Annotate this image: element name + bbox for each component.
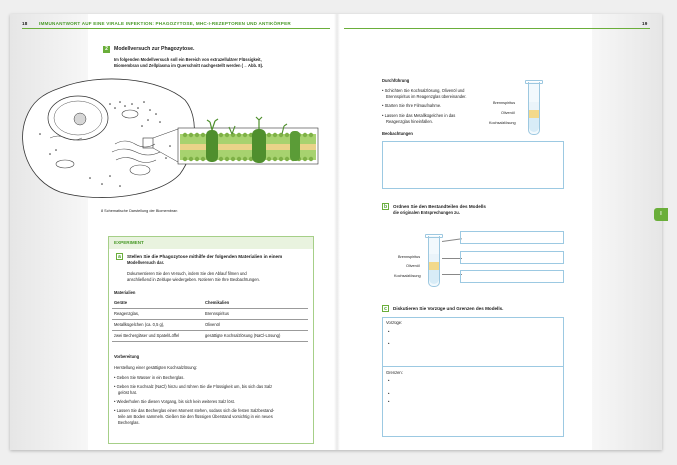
cell-membrane-illustration [20, 74, 320, 204]
left-running-header [22, 21, 291, 26]
tube-label-salt: Kochsalzlösung [489, 121, 516, 125]
tube-label-oil: Olivenöl [406, 264, 420, 268]
task-c-title: Diskutieren Sie Vorzüge und Grenzen des Modells. [393, 306, 504, 311]
observations-heading: Beobachtungen [382, 131, 413, 136]
tube-label-oil: Olivenöl [501, 111, 515, 115]
connector-line [442, 238, 462, 241]
tube-oil-layer [429, 262, 439, 270]
list-item: • Starten Sie Ihre Filmaufnahme. [382, 103, 442, 108]
table-cell: Olivenöl [205, 322, 220, 327]
table-cell: Reagenzglas, [114, 311, 140, 316]
test-tube-illustration [528, 82, 540, 135]
book-gutter [334, 14, 340, 450]
answer-field-salt[interactable] [460, 270, 564, 283]
task-letter-badge: b [383, 204, 388, 210]
prep-step-2: Geben Sie Kochsalz (NaCl) hinzu und rühren Sie die Flüssigkeit um, bis sich das Salz [116, 384, 273, 389]
list-item: • Geben Sie Kochsalz (NaCl) hinzu und rühren Sie die Flüssigkeit um, bis sich das Salz [114, 384, 273, 389]
pros-bullet: • [388, 329, 390, 334]
preparation-intro: Herstellung einer gesättigten Kochsalzlösung: [114, 365, 198, 370]
task-2-heading [103, 46, 194, 53]
cons-bullet: • [388, 391, 390, 396]
preparation-heading: Vorbereitung [114, 354, 140, 359]
table-header-chemicals: Chemikalien [205, 300, 230, 305]
discussion-answer-box[interactable] [382, 317, 564, 437]
observations-answer-box[interactable] [382, 141, 564, 189]
task-b-heading [382, 203, 486, 210]
table-rule [112, 319, 308, 320]
tube-label-spirit: Brennspiritus [398, 255, 421, 259]
answer-field-spirit[interactable] [460, 231, 564, 244]
procedure-heading: Durchführung [382, 78, 410, 83]
table-cell: zwei Bechergläser und Spatel/Löffel [114, 333, 180, 338]
prep-step-2-cont: gelöst hat. [118, 390, 137, 395]
table-cell: Metallkügelchen (ca. 0,5 g), [114, 322, 165, 327]
table-header-devices: Geräte [114, 300, 127, 305]
experiment-body-line-2: anschließend in Zeitlupe wiedergeben. Notieren Sie Ihre Beobachtungen. [127, 277, 260, 282]
task-letter-badge: a [116, 253, 123, 260]
tube-label-spirit: Brennspiritus [493, 101, 516, 105]
experiment-body-line-1: Dokumentieren Sie den Versuch, indem Sie den Ablauf filmen und [127, 271, 247, 276]
experiment-heading: EXPERIMENT [114, 240, 144, 245]
answer-field-oil[interactable] [460, 251, 564, 264]
task-2-title: Modellversuch zur Phagozytose. [114, 46, 195, 52]
cons-label: Grenzen: [386, 370, 403, 375]
figure-caption: 8 Schematische Darstellung der Biomembran [101, 209, 178, 213]
prep-step-3: Wiederholen Sie diesen Vorgang, bis sich kein weiteres Salz löst. [116, 399, 235, 404]
experiment-task-line-2: Modellversuch dar. [127, 260, 165, 265]
task-b-line-2: die originalen Entsprechungen zu. [393, 210, 460, 215]
task-b-line-1: Ordnen Sie den Bestandteilen des Modells [393, 204, 486, 209]
list-item: • Lassen Sie das Becherglas einen Moment stehen, sodass sich die festen Salzbestand- [114, 408, 275, 413]
list-item: • Lassen Sie das Metallkügelchen in das [382, 113, 456, 118]
chapter-title: IMMUNANTWORT AUF EINE VIRALE INFEKTION: PHAGOZYTOSE, MHC-I-REZEPTOREN UND ANTIKÖRPER [39, 21, 291, 26]
connector-line [442, 258, 462, 259]
right-header-rule [344, 28, 650, 29]
cons-bullet: • [388, 378, 390, 383]
left-header-rule [22, 28, 330, 29]
table-rule [112, 341, 308, 342]
cons-bullet: • [388, 399, 390, 404]
table-cell: Brennspiritus [205, 311, 229, 316]
tube-salt-layer [529, 118, 539, 132]
list-item: • Wiederholen Sie diesen Vorgang, bis sich kein weiteres Salz löst. [114, 399, 235, 404]
task-2-intro-line-1: Im folgenden Modellversuch soll ein Bereich von extrazellulärer Flüssigkeit, [114, 57, 262, 62]
list-item: • Schichten Sie Kochsalzlösung, Olivenöl und [382, 88, 465, 93]
procedure-step-1-cont: Brennspiritus im Reagenzglas übereinander. [386, 94, 467, 99]
table-rule [112, 308, 308, 309]
task-c-heading [382, 305, 503, 312]
tube-spirit-layer [529, 102, 539, 110]
left-page-number: 18 [22, 21, 28, 26]
prep-step-4: Lassen Sie das Becherglas einen Moment stehen, sodass sich die festen Salzbestand- [116, 408, 275, 413]
table-rule [112, 330, 308, 331]
connector-line [442, 274, 462, 275]
table-cell: gesättigte Kochsalzlösung (NaCl-Lösung) [205, 333, 281, 338]
book-spread [10, 14, 662, 450]
pros-label: Vorzüge: [386, 320, 403, 325]
experiment-task-a [116, 253, 282, 260]
procedure-step-2: Starten Sie Ihre Filmaufnahme. [384, 103, 442, 108]
procedure-step-3-cont: Reagenzglas hineinfallen. [386, 119, 433, 124]
materials-heading: Materialien [114, 290, 136, 295]
test-tube-illustration [428, 236, 440, 287]
list-item: • Geben Sie Wasser in ein Becherglas. [114, 375, 185, 380]
tube-label-salt: Kochsalzlösung [394, 274, 421, 278]
right-page-number: 19 [642, 21, 648, 26]
tube-spirit-layer [429, 254, 439, 262]
discussion-divider [383, 366, 563, 367]
task-number-badge: 2 [103, 46, 110, 53]
task-letter-badge: c [382, 305, 389, 312]
prep-step-1: Geben Sie Wasser in ein Becherglas. [116, 375, 185, 380]
prep-step-4-cont: teile am Boden sammeln. Gießen Sie den flüssigen Überstand vorsichtig in ein neues [118, 414, 273, 419]
procedure-step-3: Lassen Sie das Metallkügelchen in das [384, 113, 456, 118]
experiment-task-line-1: Stellen Sie die Phagozytose mithilfe der folgenden Materialien in einem [127, 254, 283, 259]
chapter-side-tab[interactable]: I [654, 208, 668, 221]
task-2-intro-line-2: Biomembran und Zellplasma im Querschnitt nachgestellt werden (→ Abb. 8). [114, 63, 264, 68]
tube-rim [425, 234, 443, 238]
prep-step-4-cont-2: Becherglas. [118, 420, 140, 425]
tube-salt-layer [429, 270, 439, 284]
tube-oil-layer [529, 110, 539, 118]
pros-bullet: • [388, 341, 390, 346]
procedure-step-1: Schichten Sie Kochsalzlösung, Olivenöl und [384, 88, 465, 93]
right-page-margin [592, 14, 662, 450]
tube-rim [525, 80, 543, 84]
